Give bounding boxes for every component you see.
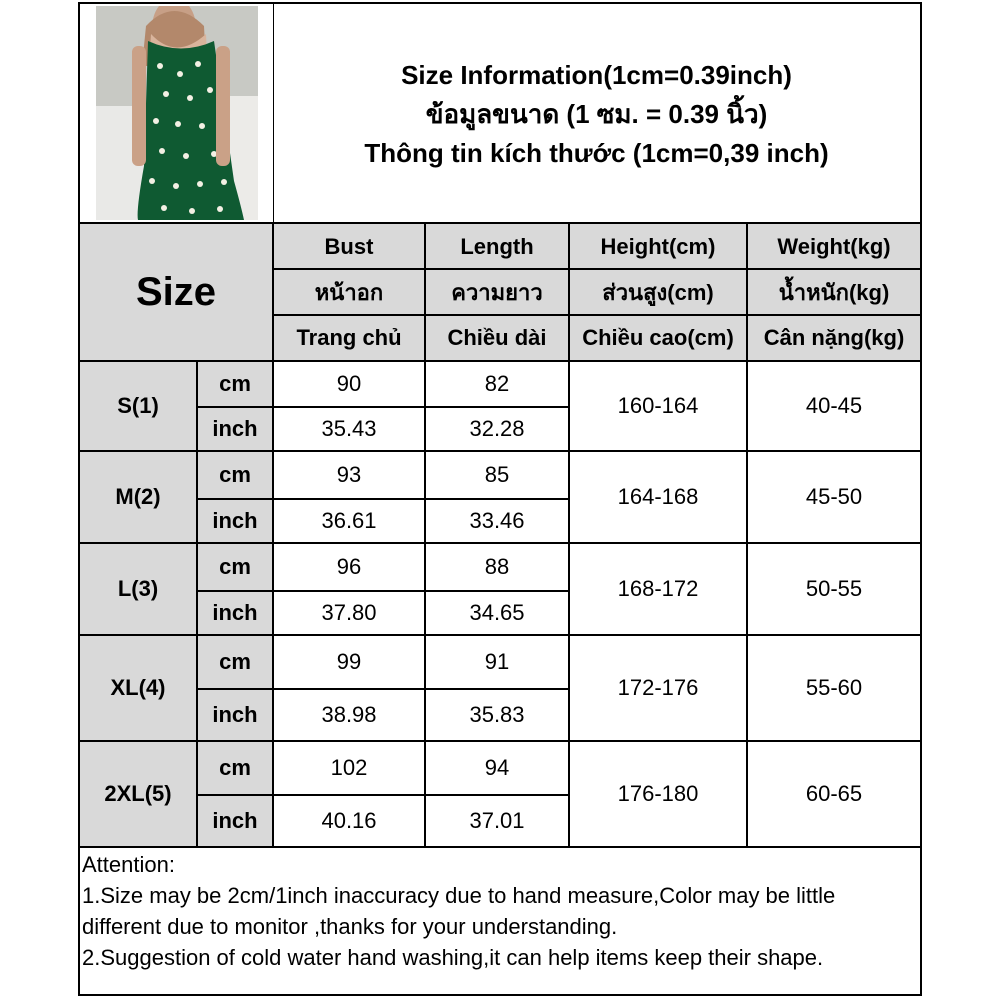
bust-cm: 102 — [330, 755, 368, 780]
note-size-accuracy-cont: different due to monitor ,thanks for your understanding. — [82, 914, 618, 939]
title-vietnamese: Thông tin kích thước (1cm=0,39 inch) — [364, 137, 829, 168]
unit-cm: cm — [219, 755, 251, 780]
col-bust-en: Bust — [324, 234, 374, 259]
length-cm: 82 — [484, 371, 510, 396]
title-thai: ข้อมูลขนาด (1 ซม. = 0.39 นิ้ว) — [425, 98, 768, 129]
bust-inch: 38.98 — [321, 702, 377, 727]
col-bust-vi: Trang chủ — [296, 325, 402, 350]
unit-inch: inch — [212, 600, 258, 625]
note-size-accuracy: 1.Size may be 2cm/1inch inaccuracy due to hand measure,Color may be little — [82, 883, 836, 908]
col-bust-th: หน้าอก — [314, 279, 384, 305]
length-cm: 91 — [484, 649, 510, 674]
bust-inch: 37.80 — [321, 600, 377, 625]
weight-range: 55-60 — [805, 675, 863, 700]
attention-notes — [82, 849, 918, 973]
product-photo — [96, 6, 258, 220]
length-inch: 34.65 — [469, 600, 525, 625]
length-inch: 32.28 — [469, 416, 525, 441]
attention-heading: Attention: — [82, 852, 175, 877]
size-header: Size — [135, 269, 217, 314]
bust-cm: 93 — [336, 462, 362, 487]
title-english: Size Information(1cm=0.39inch) — [401, 59, 792, 90]
height-range: 160-164 — [617, 393, 699, 418]
col-height-en: Height(cm) — [600, 234, 716, 259]
bust-cm: 96 — [336, 554, 362, 579]
unit-inch: inch — [212, 808, 258, 833]
unit-inch: inch — [212, 416, 258, 441]
height-range: 168-172 — [617, 576, 699, 601]
length-cm: 85 — [484, 462, 510, 487]
length-inch: 35.83 — [469, 702, 525, 727]
dress-model-image — [96, 6, 258, 220]
bust-inch: 36.61 — [321, 508, 377, 533]
unit-cm: cm — [219, 462, 251, 487]
height-range: 172-176 — [617, 675, 699, 700]
size-chart — [78, 2, 922, 996]
bust-cm: 99 — [336, 649, 362, 674]
height-range: 164-168 — [617, 484, 699, 509]
unit-inch: inch — [212, 702, 258, 727]
weight-range: 45-50 — [805, 484, 863, 509]
unit-cm: cm — [219, 554, 251, 579]
col-height-th: ส่วนสูง(cm) — [602, 279, 714, 305]
bust-inch: 35.43 — [321, 416, 377, 441]
length-cm: 94 — [484, 755, 510, 780]
length-inch: 37.01 — [469, 808, 525, 833]
size-s: S(1) — [117, 393, 159, 418]
col-weight-th: น้ำหนัก(kg) — [778, 279, 890, 305]
weight-range: 40-45 — [805, 393, 863, 418]
col-height-vi: Chiều cao(cm) — [582, 325, 734, 350]
bust-inch: 40.16 — [321, 808, 377, 833]
unit-cm: cm — [219, 371, 251, 396]
size-information-title — [273, 6, 920, 222]
col-weight-en: Weight(kg) — [777, 234, 891, 259]
length-cm: 88 — [484, 554, 510, 579]
note-washing: 2.Suggestion of cold water hand washing,it can help items keep their shape. — [82, 945, 824, 970]
col-length-vi: Chiều dài — [447, 325, 547, 350]
unit-inch: inch — [212, 508, 258, 533]
bust-cm: 90 — [336, 371, 362, 396]
weight-range: 50-55 — [805, 576, 863, 601]
col-length-en: Length — [460, 234, 534, 259]
size-l: L(3) — [117, 576, 159, 601]
size-m: M(2) — [115, 484, 161, 509]
height-range: 176-180 — [617, 781, 699, 806]
col-length-th: ความยาว — [451, 279, 543, 305]
length-inch: 33.46 — [469, 508, 525, 533]
weight-range: 60-65 — [805, 781, 863, 806]
col-weight-vi: Cân nặng(kg) — [763, 325, 905, 350]
size-2xl: 2XL(5) — [104, 781, 172, 806]
size-xl: XL(4) — [110, 675, 166, 700]
unit-cm: cm — [219, 649, 251, 674]
